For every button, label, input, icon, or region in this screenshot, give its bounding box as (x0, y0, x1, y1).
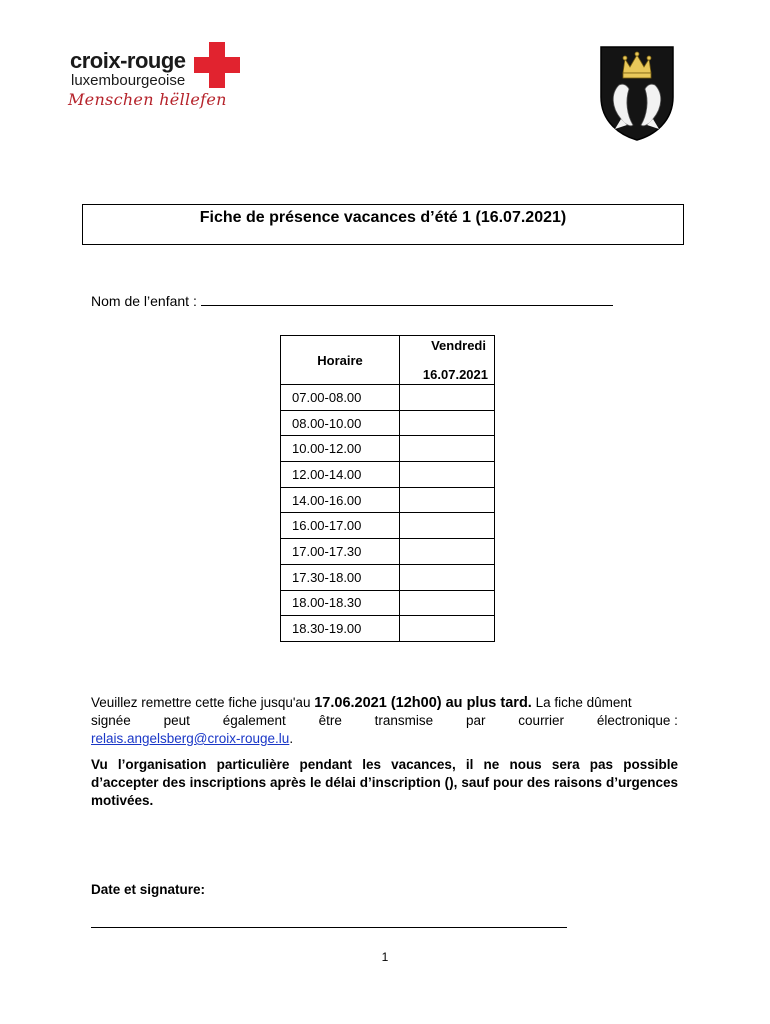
attendance-cell[interactable] (400, 590, 495, 616)
notice-word: également (222, 713, 286, 728)
time-slot-label: 17.00-17.30 (281, 539, 400, 565)
page-number: 1 (381, 950, 389, 964)
logo-tagline: Menschen hëllefen (68, 90, 227, 109)
notice-word: courrier (518, 713, 565, 728)
notice-word: électronique : (596, 713, 678, 728)
table-row (281, 539, 495, 565)
notice-word: par (465, 713, 486, 728)
table-row (281, 487, 495, 513)
submission-notice (91, 694, 678, 748)
logo-subtitle: luxembourgeoise (71, 72, 186, 89)
croix-rouge-logo (68, 42, 248, 118)
red-cross-icon (194, 42, 240, 88)
table-row (281, 436, 495, 462)
notice-word: peut (163, 713, 190, 728)
page-title: Fiche de présence vacances d’été 1 (16.07.2021) (199, 209, 567, 226)
table-row (281, 564, 495, 590)
email-link[interactable]: relais.angelsberg@croix-rouge.lu (91, 731, 290, 746)
table-row (281, 410, 495, 436)
notice-suffix: La fiche dûment (535, 695, 632, 710)
attendance-cell[interactable] (400, 539, 495, 565)
table-row (281, 385, 495, 411)
notice-word: transmise (374, 713, 434, 728)
signature-label: Date et signature: (91, 882, 206, 897)
child-name-field[interactable] (91, 293, 613, 309)
attendance-table (280, 335, 495, 642)
time-slot-label: 18.00-18.30 (281, 590, 400, 616)
table-row (281, 513, 495, 539)
form-title-box (82, 204, 684, 245)
time-slot-label: 12.00-14.00 (281, 462, 400, 488)
notice-deadline: 17.06.2021 (12h00) au plus tard. (314, 695, 532, 711)
child-name-label: Nom de l’enfant : (91, 293, 197, 309)
coat-of-arms-icon (597, 45, 677, 141)
time-slot-label: 18.30-19.00 (281, 616, 400, 642)
attendance-cell[interactable] (400, 487, 495, 513)
attendance-cell[interactable] (400, 513, 495, 539)
child-name-blank-line[interactable] (201, 293, 613, 306)
attendance-cell[interactable] (400, 564, 495, 590)
table-row (281, 590, 495, 616)
notice-line-2 (91, 712, 678, 730)
attendance-cell[interactable] (400, 462, 495, 488)
schedule-header-day (400, 336, 495, 385)
logo-name: croix-rouge (70, 48, 186, 73)
time-slot-label: 17.30-18.00 (281, 564, 400, 590)
day-name: Vendredi (431, 338, 486, 353)
attendance-cell[interactable] (400, 616, 495, 642)
schedule-header-time: Horaire (281, 336, 400, 385)
registration-warning: Vu l’organisation particulière pendant les vacances, il ne nous sera pas possible d’accepter des inscriptions après le délai d’inscription (), sauf pour des raisons d’urgences motivées. (91, 757, 678, 808)
table-row (281, 462, 495, 488)
time-slot-label: 07.00-08.00 (281, 385, 400, 411)
attendance-cell[interactable] (400, 436, 495, 462)
attendance-cell[interactable] (400, 410, 495, 436)
email-end: . (289, 731, 294, 746)
attendance-cell[interactable] (400, 385, 495, 411)
time-slot-label: 14.00-16.00 (281, 487, 400, 513)
time-slot-label: 08.00-10.00 (281, 410, 400, 436)
notice-prefix: Veuillez remettre cette fiche jusqu'au (91, 695, 311, 710)
time-slot-label: 10.00-12.00 (281, 436, 400, 462)
notice-word: signée (91, 713, 131, 728)
table-row (281, 616, 495, 642)
day-date: 16.07.2021 (422, 367, 488, 382)
time-slot-label: 16.00-17.00 (281, 513, 400, 539)
notice-word: être (318, 713, 342, 728)
signature-line[interactable] (91, 927, 567, 928)
